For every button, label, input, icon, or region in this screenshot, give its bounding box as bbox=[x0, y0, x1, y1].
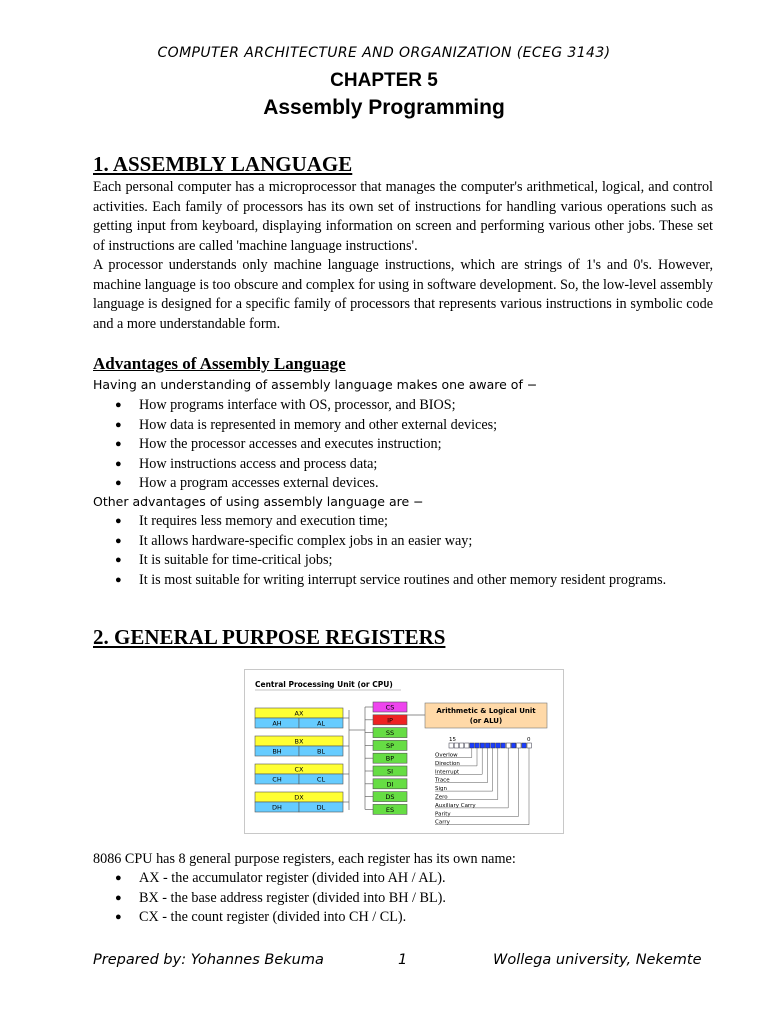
register-dh-label: DH bbox=[272, 803, 282, 812]
list-item: ● How instructions access and process data; bbox=[93, 455, 713, 475]
flag-label: Auxiliary Carry bbox=[435, 802, 476, 809]
flag-bit bbox=[506, 743, 510, 748]
list-item: ● BX - the base address register (divided into BH / BL). bbox=[93, 889, 713, 909]
general-registers bbox=[255, 708, 343, 812]
bit-15-label: 15 bbox=[449, 737, 456, 743]
list-item: ● How the processor accesses and executes instruction; bbox=[93, 435, 713, 455]
subsection-heading-advantages: Advantages of Assembly Language bbox=[93, 354, 346, 373]
flag-bit bbox=[475, 743, 479, 748]
list-item: ● How programs interface with OS, processor, and BIOS; bbox=[93, 396, 713, 416]
register-ah-label: AH bbox=[272, 719, 282, 728]
flag-bit bbox=[459, 743, 463, 748]
flag-bit bbox=[522, 743, 526, 748]
list-item: ● How data is represented in memory and other external devices; bbox=[93, 416, 713, 436]
bullet-icon: ● bbox=[115, 438, 122, 450]
flag-bit bbox=[480, 743, 484, 748]
advantages-lead-1: Having an understanding of assembly language makes one aware of − bbox=[93, 377, 538, 392]
flag-bit bbox=[465, 743, 469, 748]
flag-bit bbox=[517, 743, 521, 748]
register-cx-label: CX bbox=[294, 765, 304, 774]
bullet-icon: ● bbox=[115, 418, 122, 431]
advantages-lead-2: Other advantages of using assembly language are − bbox=[93, 494, 424, 509]
segment-registers bbox=[373, 702, 407, 814]
chapter-number: CHAPTER 5 bbox=[330, 70, 438, 91]
bullet-icon: ● bbox=[115, 399, 122, 411]
bullet-icon: ● bbox=[115, 457, 122, 470]
bit-0-label: 0 bbox=[527, 737, 531, 743]
alu-title: Arithmetic & Logical Unit bbox=[436, 707, 536, 715]
list-item: ● CX - the count register (divided into CH / CL). bbox=[93, 908, 713, 928]
flag-bit bbox=[527, 743, 531, 748]
register-es-label: ES bbox=[385, 805, 395, 814]
flag-bit bbox=[470, 743, 474, 748]
flag-label: Trace bbox=[435, 777, 450, 784]
course-title: COMPUTER ARCHITECTURE AND ORGANIZATION (ECEG 3143) bbox=[157, 45, 611, 61]
chapter-title: Assembly Programming bbox=[263, 96, 505, 119]
flag-bit bbox=[496, 743, 500, 748]
section-heading-general-purpose-registers: 2. GENERAL PURPOSE REGISTERS bbox=[93, 625, 446, 649]
register-sp-label: SP bbox=[385, 741, 395, 750]
flag-bit bbox=[491, 743, 495, 748]
register-ip-label: IP bbox=[387, 716, 393, 725]
list-item: ● How a program accesses external devices. bbox=[93, 474, 713, 494]
flag-bit bbox=[454, 743, 458, 748]
bullet-icon: ● bbox=[115, 891, 122, 904]
registers-list bbox=[93, 869, 713, 928]
cpu-diagram-svg bbox=[245, 670, 563, 833]
advantages-list-2 bbox=[93, 512, 713, 590]
register-cl-label: CL bbox=[316, 775, 326, 784]
section-heading-assembly-language: 1. ASSEMBLY LANGUAGE bbox=[93, 152, 353, 176]
paragraph-intro: Each personal computer has a microprocessor that manages the computer's arithmetical, logical, and control activities. Each family of processors has its own set of instructions for handling various operations such as getting input from keyboard, displaying information on screen and performing various other jobs. These set of instructions are called 'machine language instructions'. bbox=[93, 179, 713, 254]
cpu-title: Central Processing Unit (or CPU) bbox=[255, 680, 393, 689]
alu-subtitle: (or ALU) bbox=[469, 717, 503, 725]
advantages-list-1 bbox=[93, 396, 713, 494]
flag-label: Parity bbox=[435, 811, 451, 818]
alu-block bbox=[425, 703, 547, 728]
register-ch-label: CH bbox=[272, 775, 282, 784]
bullet-icon: ● bbox=[115, 534, 122, 547]
bullet-icon: ● bbox=[115, 872, 122, 884]
register-al-label: AL bbox=[316, 719, 326, 728]
bullet-icon: ● bbox=[115, 911, 122, 923]
footer-institution: Wollega university, Nekemte bbox=[493, 952, 702, 968]
register-cs-label: CS bbox=[385, 703, 395, 712]
flags-register bbox=[434, 737, 531, 826]
flag-label: Direction bbox=[435, 760, 460, 767]
list-item: ● AX - the accumulator register (divided into AH / AL). bbox=[93, 869, 713, 889]
flag-bit bbox=[485, 743, 489, 748]
bullet-icon: ● bbox=[115, 515, 122, 527]
flag-label: Interrupt bbox=[435, 769, 460, 776]
list-item: ● It is most suitable for writing interrupt service routines and other memory resident programs. bbox=[93, 571, 713, 591]
paragraph-registers-intro: 8086 CPU has 8 general purpose registers, each register has its own name: bbox=[93, 851, 516, 867]
register-bh-label: BH bbox=[272, 747, 282, 756]
list-item: ● It allows hardware-specific complex jobs in an easier way; bbox=[93, 532, 713, 552]
footer-page-number: 1 bbox=[398, 952, 408, 968]
flag-label: Zero bbox=[435, 794, 448, 801]
flag-bit bbox=[501, 743, 505, 748]
register-di-label: DI bbox=[386, 780, 394, 789]
flag-bit bbox=[511, 743, 515, 748]
register-dl-label: DL bbox=[316, 803, 326, 812]
bullet-icon: ● bbox=[115, 573, 122, 586]
register-bl-label: BL bbox=[316, 747, 326, 756]
register-si-label: SI bbox=[386, 767, 394, 776]
list-item: ● It is suitable for time-critical jobs; bbox=[93, 551, 713, 571]
bullet-icon: ● bbox=[115, 477, 122, 489]
register-ax-label: AX bbox=[294, 709, 304, 718]
flag-label: Overlow bbox=[435, 752, 458, 759]
flag-bit bbox=[449, 743, 453, 748]
list-item: ● It requires less memory and execution time; bbox=[93, 512, 713, 532]
paragraph-machine-language: A processor understands only machine language instructions, which are strings of 1's and 0's. However, machine language is too obscure and complex for using in software development. So, the low-level assembly language is designed for a specific family of processors that represents various instructions in symbolic code and a more understandable form. bbox=[93, 257, 713, 332]
register-bx-label: BX bbox=[294, 737, 304, 746]
register-dx-label: DX bbox=[294, 793, 304, 802]
register-ss-label: SS bbox=[385, 729, 395, 738]
bullet-icon: ● bbox=[115, 554, 122, 566]
flag-label: Sign bbox=[435, 786, 447, 793]
cpu-register-diagram bbox=[244, 669, 564, 834]
footer-author: Prepared by: Yohannes Bekuma bbox=[93, 952, 324, 968]
flag-label: Carry bbox=[435, 819, 450, 826]
register-bp-label: BP bbox=[385, 754, 395, 763]
register-ds-label: DS bbox=[385, 793, 395, 802]
